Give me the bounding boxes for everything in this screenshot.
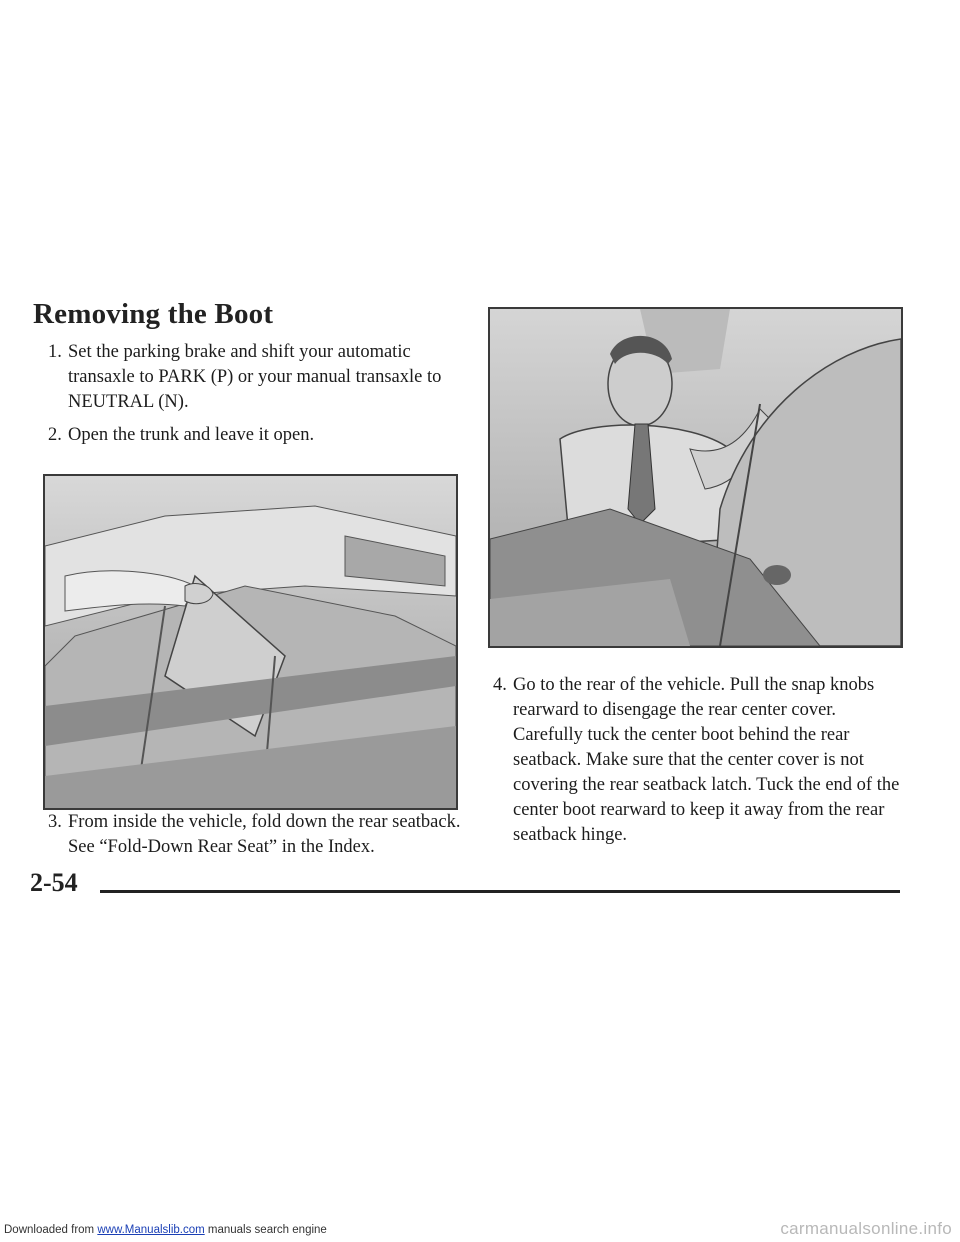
illustration-person-rear-vehicle — [488, 307, 903, 648]
step-line: seatback. Make sure that the center cover is not — [513, 750, 864, 770]
step-line: seatback hinge. — [513, 825, 628, 845]
banner-suffix: manuals search engine — [204, 1224, 327, 1236]
step-number: 3. — [48, 812, 62, 832]
step-2 — [48, 423, 468, 448]
watermark: carmanualsonline.info — [780, 1219, 952, 1238]
section-title: Removing the Boot — [33, 298, 274, 330]
step-line: From inside the vehicle, fold down the rear seatback. — [68, 812, 461, 832]
step-3 — [48, 810, 478, 860]
step-4 — [493, 673, 913, 848]
step-number: 1. — [48, 342, 62, 362]
footer-rule — [100, 890, 900, 893]
illustration-boot-seatback — [43, 474, 458, 810]
step-line: center boot rearward to keep it away from the rear — [513, 800, 885, 820]
download-banner — [4, 1224, 327, 1236]
step-line: covering the rear seatback latch. Tuck the end of the — [513, 775, 900, 795]
step-line: NEUTRAL (N). — [68, 392, 189, 412]
step-line: Open the trunk and leave it open. — [68, 425, 315, 445]
step-number: 2. — [48, 425, 62, 445]
step-line: Go to the rear of the vehicle. Pull the snap knobs — [513, 675, 875, 695]
page-number: 2-54 — [30, 868, 78, 897]
step-1 — [48, 340, 468, 415]
manualslib-link[interactable]: www.Manualslib.com — [97, 1224, 205, 1236]
step-line: transaxle to PARK (P) or your manual transaxle to — [68, 367, 442, 387]
banner-prefix: Downloaded from — [4, 1224, 98, 1236]
step-number: 4. — [493, 675, 507, 695]
step-line: Set the parking brake and shift your automatic — [68, 342, 411, 362]
step-line: See “Fold-Down Rear Seat” in the Index. — [68, 837, 375, 857]
step-line: rearward to disengage the rear center cover. — [513, 700, 837, 720]
step-line: Carefully tuck the center boot behind the rear — [513, 725, 850, 745]
